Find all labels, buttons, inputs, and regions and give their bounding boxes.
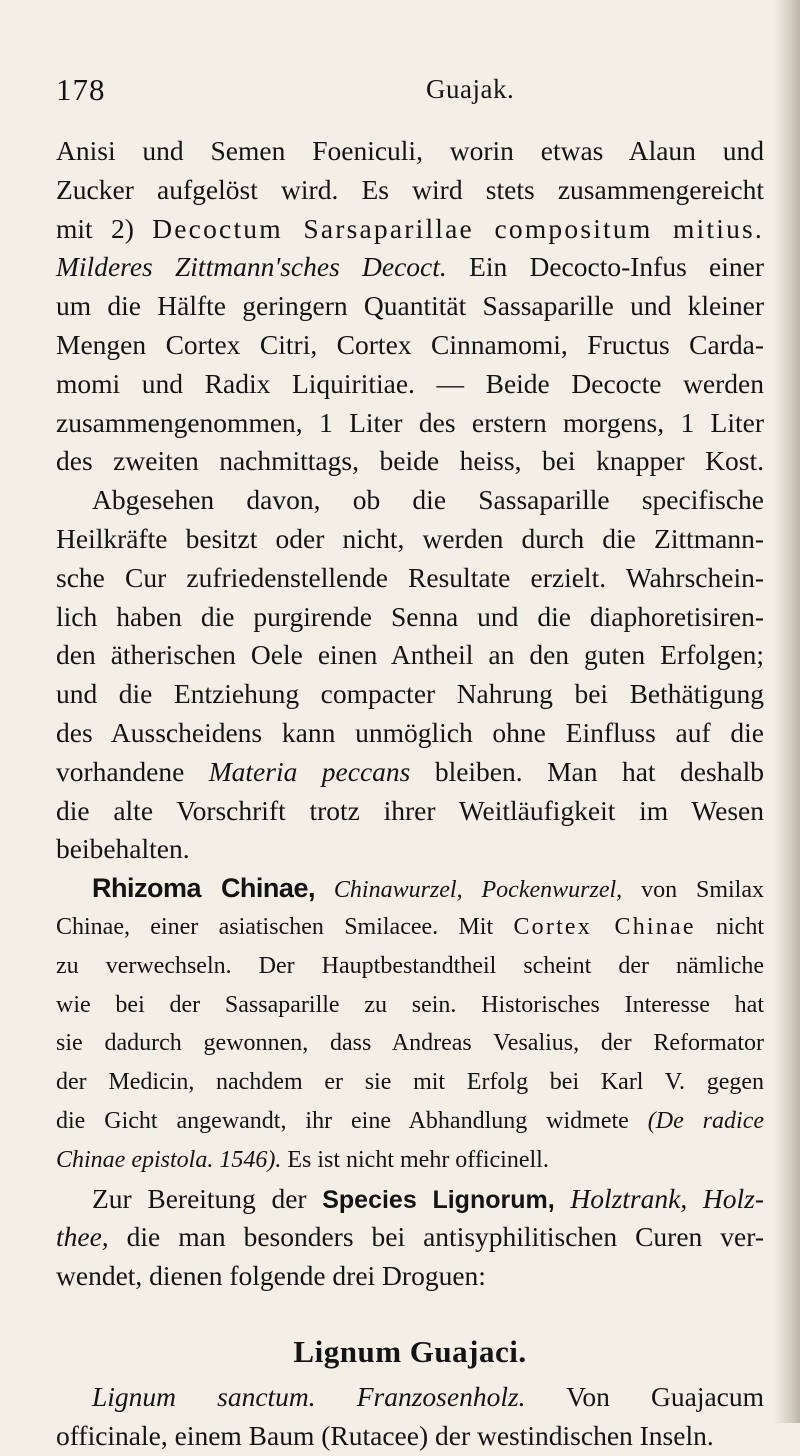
text-line: Zucker aufgelöst wird. Es wird stets zusammengereicht xyxy=(56,173,764,205)
italic-term: Materia peccans xyxy=(208,755,411,787)
text-span: Chinae, einer asiatischen Smilacee. Mit xyxy=(56,913,514,940)
text-line xyxy=(56,248,764,287)
text-line: officinale, einem Baum (Rutacee) der westindischen Inseln. xyxy=(56,1419,714,1451)
text-line: um die Hälfte geringern Quantität Sassaparille und kleiner xyxy=(56,290,764,322)
text-line: den ätherischen Oele einen Antheil an den guten Erfolgen; xyxy=(56,639,764,671)
spaced-term: Cortex Chinae xyxy=(513,913,696,940)
italic-term: Milderes Zittmann'sches Decoct. xyxy=(56,251,447,283)
running-title: Guajak. xyxy=(426,74,515,104)
text-line: Anisi und Semen Foeniculi, worin etwas Alaun und xyxy=(56,135,764,166)
text-line xyxy=(56,908,764,947)
text-span: bleiben. Man hat deshalb xyxy=(410,755,764,787)
italic-term: Chinawurzel, Pockenwurzel, xyxy=(314,877,623,904)
text-line: momi und Radix Liquiritiae. — Beide Decocte werden xyxy=(56,367,764,399)
text-line: Heilkräfte besitzt oder nicht, werden durch die Zittmann- xyxy=(56,522,764,554)
italic-term: Holztrank, Holz- xyxy=(554,1182,764,1214)
text-line: zusammengenommen, 1 Liter des erstern morgens, 1 Liter xyxy=(56,406,764,438)
text-line xyxy=(56,869,764,908)
text-span: die man besonders bei antisyphilitischen Curen ver- xyxy=(108,1221,764,1253)
text-line: Mengen Cortex Citri, Cortex Cinnamomi, Fructus Carda- xyxy=(56,328,764,360)
page-header xyxy=(56,72,764,112)
text-line xyxy=(56,210,764,249)
spaced-term: Decoctum Sarsaparillae compositum mitius. xyxy=(152,212,764,244)
text-span: mit 2) xyxy=(56,212,153,244)
paragraph xyxy=(56,869,764,1179)
paragraph xyxy=(56,1378,764,1456)
text-line xyxy=(56,1141,764,1180)
text-span: nicht xyxy=(695,913,764,940)
paragraph xyxy=(56,132,764,481)
text-line: wendet, dienen folgende drei Droguen: xyxy=(56,1260,486,1292)
italic-term: thee, xyxy=(56,1221,109,1253)
text-span: die Gicht angewandt, ihr eine Abhandlung widmete xyxy=(56,1107,648,1134)
text-span: von Smilax xyxy=(622,877,765,904)
page-body xyxy=(56,132,764,1456)
text-line xyxy=(56,1180,764,1219)
section-heading: Lignum Guajaci. xyxy=(293,1333,527,1369)
spacer xyxy=(56,1296,764,1322)
page-edge-shadow xyxy=(774,0,800,1423)
paragraph xyxy=(56,1180,764,1296)
drug-name: Rhizoma Chinae, xyxy=(92,873,315,904)
text-span: Von Guajacum xyxy=(525,1380,765,1412)
text-line xyxy=(56,1102,764,1141)
text-line: der Medicin, nachdem er sie mit Erfolg bei Karl V. gegen xyxy=(56,1069,764,1096)
text-span: Ein Decocto-Infus einer xyxy=(446,251,765,283)
text-line xyxy=(56,1218,764,1257)
text-line: sie dadurch gewonnen, dass Andreas Vesalius, der Reformator xyxy=(56,1030,764,1057)
text-line: lich haben die purgirende Senna und die diaphoretisiren- xyxy=(56,600,764,632)
text-line: Abgesehen davon, ob die Sassaparille specifische xyxy=(92,484,764,516)
text-line: zu verwechseln. Der Hauptbestandtheil scheint der nämliche xyxy=(56,952,764,979)
text-line: die alte Vorschrift trotz ihrer Weitläufigkeit im Wesen xyxy=(56,794,764,826)
drug-name: Species Lignorum, xyxy=(322,1185,555,1214)
italic-term: (De radice xyxy=(647,1107,764,1134)
text-line: des Ausscheidens kann unmöglich ohne Einfluss auf die xyxy=(56,716,764,748)
text-line: des zweiten nachmittags, beide heiss, bei knapper Kost. xyxy=(56,445,764,477)
italic-term: Chinae epistola. 1546). xyxy=(56,1146,282,1173)
italic-term: Lignum sanctum. Franzosenholz. xyxy=(92,1380,526,1412)
text-line: und die Entziehung compacter Nahrung bei Bethätigung xyxy=(56,678,764,710)
text-line: wie bei der Sassaparille zu sein. Historisches Interesse hat xyxy=(56,991,764,1018)
text-span: Zur Bereitung der xyxy=(92,1182,323,1214)
text-span: Es ist nicht mehr officinell. xyxy=(281,1146,549,1173)
paragraph xyxy=(56,481,764,869)
text-line: beibehalten. xyxy=(56,833,190,865)
text-span: vorhandene xyxy=(56,755,209,787)
page-number: 178 xyxy=(56,72,106,107)
text-line xyxy=(56,753,764,792)
text-line xyxy=(56,1378,764,1417)
text-line: sche Cur zufriedenstellende Resultate erzielt. Wahrschein- xyxy=(56,561,764,593)
